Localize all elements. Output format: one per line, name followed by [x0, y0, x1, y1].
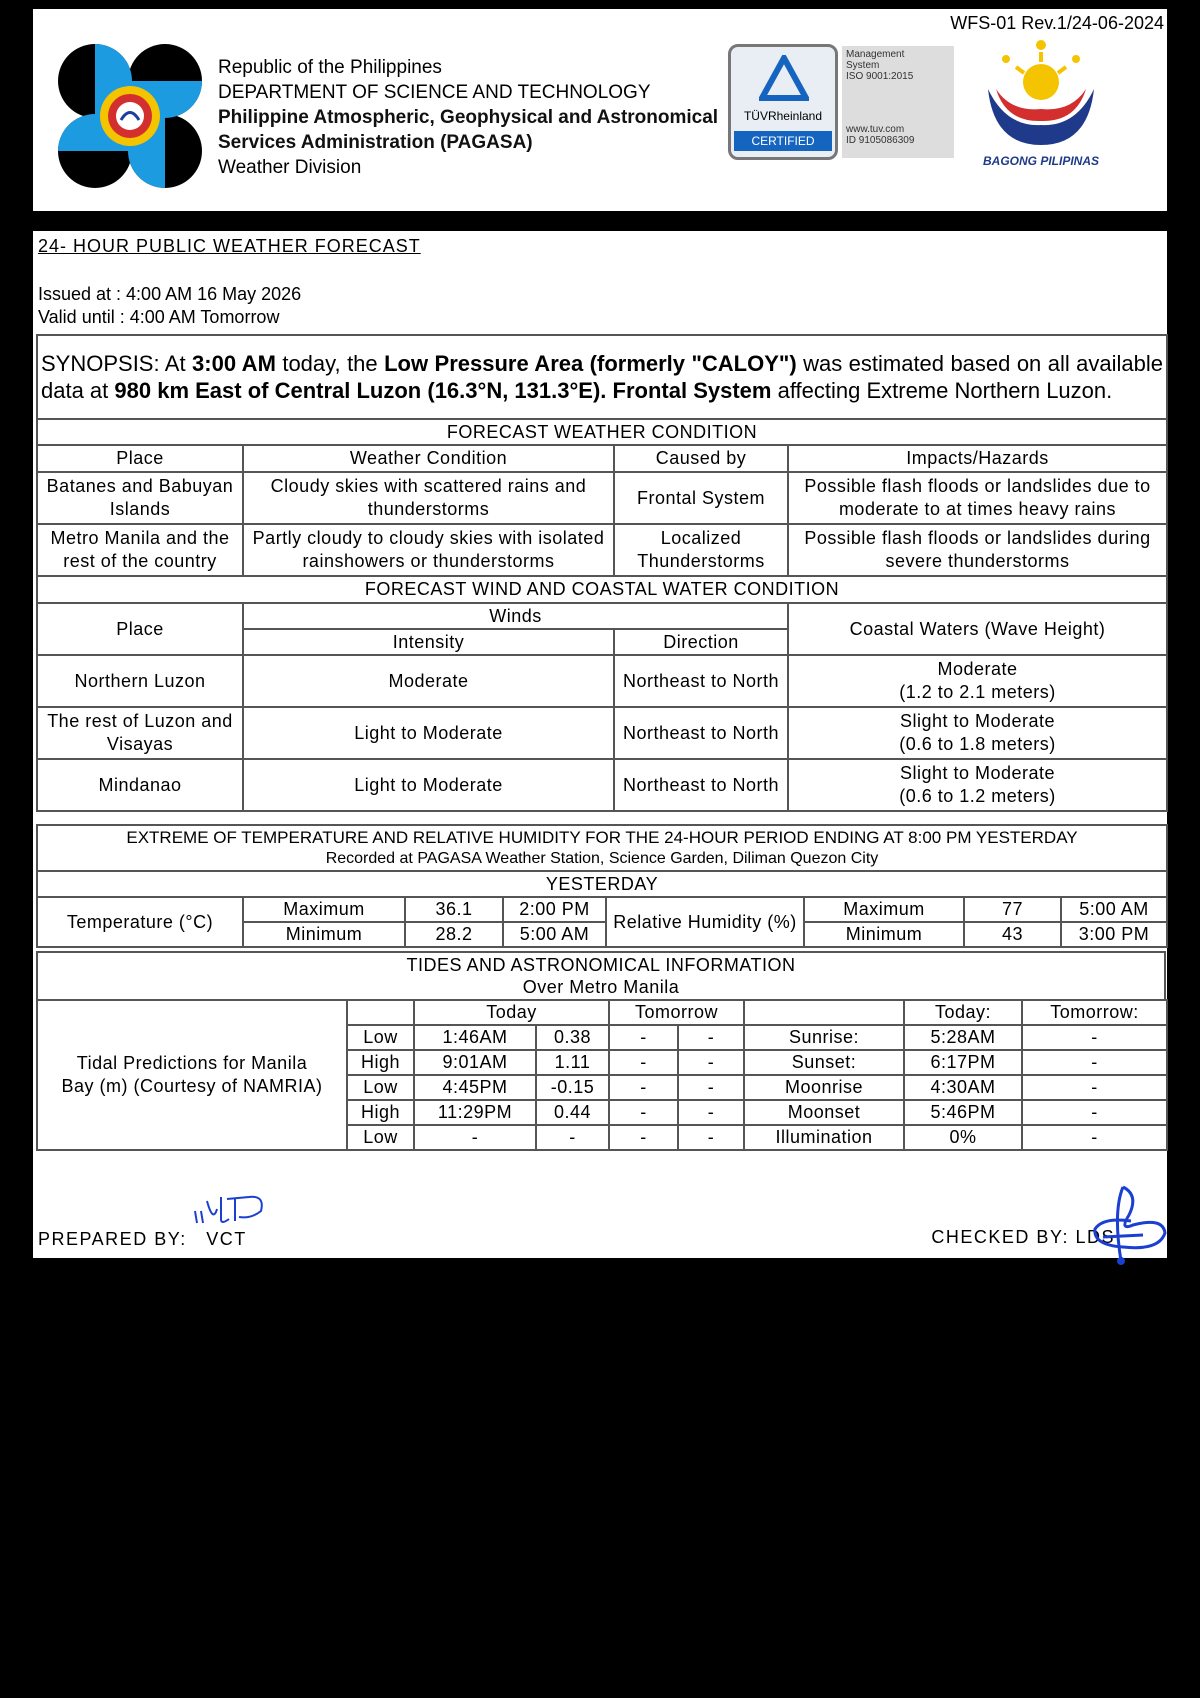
wind-intensity: Light to Moderate: [243, 707, 614, 759]
astro-today: 5:28AM: [904, 1025, 1022, 1050]
tides-subheading: Over Metro Manila: [522, 977, 680, 997]
forecast-condition: Cloudy skies with scattered rains and thunderstorms: [243, 472, 614, 524]
forecast-row: [37, 472, 1167, 524]
humidity-label: Relative Humidity (%): [606, 897, 804, 947]
iso-id: ID 9105086309: [846, 135, 915, 146]
tuv-certification-badge: [728, 44, 958, 160]
col-place: Place: [37, 445, 243, 472]
bagong-pilipinas-logo: [976, 37, 1106, 177]
tide-type: Low: [347, 1125, 414, 1150]
prepared-by: [38, 1229, 247, 1250]
checked-by-signature: [1083, 1181, 1169, 1265]
temperature-label: Temperature (°C): [37, 897, 243, 947]
forecast-row: [37, 524, 1167, 576]
wind-intensity: Moderate: [243, 655, 614, 707]
astro-tomorrow: -: [1022, 1125, 1167, 1150]
yesterday-heading: YESTERDAY: [37, 871, 1167, 897]
issue-validity: [38, 283, 301, 329]
wave-height: (1.2 to 2.1 meters): [899, 682, 1056, 702]
extremes-heading-cell: [37, 825, 1167, 871]
synopsis-system: Low Pressure Area: [384, 351, 584, 376]
forecast-document: [33, 231, 1167, 1258]
wind-coastal: [788, 759, 1167, 811]
wind-col-intensity: Intensity: [243, 629, 614, 655]
col-impacts: Impacts/Hazards: [788, 445, 1167, 472]
synopsis-frontal-system: Frontal System: [612, 378, 772, 403]
wind-col-direction: Direction: [614, 629, 788, 655]
agency-line-2: Services Administration (PAGASA): [218, 132, 533, 153]
astro-tomorrow: -: [1022, 1050, 1167, 1075]
tide-type-header: [347, 1000, 414, 1025]
wave-height: (0.6 to 1.8 meters): [899, 734, 1056, 754]
synopsis: [37, 335, 1167, 419]
synopsis-coordinates: (16.3°N, 131.3°E).: [427, 378, 607, 403]
wind-heading: FORECAST WIND AND COASTAL WATER CONDITION: [37, 576, 1167, 603]
forecast-place: Metro Manila and the rest of the country: [37, 524, 243, 576]
bagong-pilipinas-text: BAGONG PILIPINAS: [982, 154, 1099, 168]
coastal-state: Moderate: [937, 659, 1018, 679]
astro-label: Illumination: [744, 1125, 904, 1150]
astro-tomorrow: -: [1022, 1025, 1167, 1050]
forecast-cause: Localized Thunderstorms: [614, 524, 788, 576]
iso-management: Management: [846, 49, 905, 60]
tuv-brand: TÜVRheinland: [743, 109, 823, 123]
astro-today: 4:30AM: [904, 1075, 1022, 1100]
iso-system: System: [846, 60, 880, 71]
tide-type: Low: [347, 1025, 414, 1050]
astro-label: Sunset:: [744, 1050, 904, 1075]
forecast-impacts: Possible flash floods or landslides due to moderate to at times heavy rains: [788, 472, 1167, 524]
prepared-by-signature: [191, 1189, 273, 1229]
wind-intensity: Light to Moderate: [243, 759, 614, 811]
tide-tomorrow-height: -: [678, 1125, 744, 1150]
rh-max-label: Maximum: [804, 897, 964, 922]
tide-tomorrow-time: -: [609, 1050, 678, 1075]
tide-tomorrow-time: -: [609, 1100, 678, 1125]
iso-url: www.tuv.com: [846, 124, 905, 135]
tide-time: 9:01AM: [414, 1050, 536, 1075]
document-header: [33, 9, 1167, 211]
wind-direction: Northeast to North: [614, 707, 788, 759]
synopsis-former-name: (formerly "CALOY"): [589, 351, 797, 376]
astro-today: 0%: [904, 1125, 1022, 1150]
coastal-state: Slight to Moderate: [899, 711, 1056, 731]
wave-height: (0.6 to 1.2 meters): [899, 786, 1056, 806]
iso-standard: ISO 9001:2015: [846, 71, 914, 82]
tide-tomorrow-time: -: [609, 1125, 678, 1150]
forecast-cause: Frontal System: [614, 472, 788, 524]
form-number: WFS-01 Rev.1/24-06-2024: [950, 13, 1164, 33]
issued-at: Issued at : 4:00 AM 16 May 2026: [38, 284, 302, 304]
astro-today: 5:46PM: [904, 1100, 1022, 1125]
tide-height: 1.11: [536, 1050, 609, 1075]
synopsis-location: 980 km East of Central Luzon: [114, 378, 422, 403]
checked-by-label: CHECKED BY:: [931, 1227, 1069, 1247]
certified-label: CERTIFIED: [734, 131, 832, 151]
temp-max-time: 2:00 PM: [503, 897, 606, 922]
synopsis-text-1: SYNOPSIS: At: [41, 351, 193, 376]
forecast-heading: FORECAST WEATHER CONDITION: [37, 419, 1167, 445]
extremes-heading: EXTREME OF TEMPERATURE AND RELATIVE HUMIDITY FOR THE 24-HOUR PERIOD ENDING AT 8:00 PM YESTERDAY: [126, 828, 1078, 847]
wind-place: Northern Luzon: [37, 655, 243, 707]
tides-heading: TIDES AND ASTRONOMICAL INFORMATION: [406, 955, 796, 975]
prepared-by-label: PREPARED BY:: [38, 1229, 187, 1249]
wind-direction: Northeast to North: [614, 655, 788, 707]
prepared-by-initials: VCT: [206, 1229, 247, 1249]
tuv-triangle-icon: [759, 55, 809, 101]
temp-min-label: Minimum: [243, 922, 405, 947]
temp-max-value: 36.1: [405, 897, 503, 922]
synopsis-time: 3:00 AM: [192, 351, 276, 376]
tide-tomorrow-time: -: [609, 1025, 678, 1050]
tuv-badge-frame: [728, 44, 838, 160]
synopsis-forecast-wind-table: [36, 334, 1168, 812]
tide-tomorrow-height: -: [678, 1025, 744, 1050]
tide-height: -: [536, 1125, 609, 1150]
temp-min-value: 28.2: [405, 922, 503, 947]
department-line: DEPARTMENT OF SCIENCE AND TECHNOLOGY: [218, 82, 651, 103]
wind-row: [37, 655, 1167, 707]
wind-col-winds: Winds: [243, 603, 788, 629]
rh-max-time: 5:00 AM: [1061, 897, 1167, 922]
checked-by-initials: LDS: [1075, 1227, 1115, 1247]
rh-min-value: 43: [964, 922, 1061, 947]
tides-tomorrow-header: Tomorrow: [609, 1000, 744, 1025]
astro-tomorrow: -: [1022, 1100, 1167, 1125]
document-title: 24- HOUR PUBLIC WEATHER FORECAST: [38, 236, 421, 256]
tidal-predictions-label: Tidal Predictions for Manila Bay (m) (Courtesy of NAMRIA): [37, 1000, 347, 1150]
synopsis-text-4: was estimated based on all available data at: [41, 351, 1164, 403]
wind-place: The rest of Luzon and Visayas: [37, 707, 243, 759]
division-line: Weather Division: [218, 157, 362, 178]
tides-heading-cell: [37, 952, 1165, 1000]
valid-until: Valid until : 4:00 AM Tomorrow: [38, 307, 280, 327]
astro-label-header: [744, 1000, 904, 1025]
astro-label: Sunrise:: [744, 1025, 904, 1050]
tide-height: -0.15: [536, 1075, 609, 1100]
wind-row: [37, 759, 1167, 811]
tide-type: High: [347, 1050, 414, 1075]
agency-line-1: Philippine Atmospheric, Geophysical and Astronomical: [218, 107, 719, 128]
temp-max-label: Maximum: [243, 897, 405, 922]
rh-min-label: Minimum: [804, 922, 964, 947]
astro-today-header: Today:: [904, 1000, 1022, 1025]
astro-tomorrow-header: Tomorrow:: [1022, 1000, 1167, 1025]
pagasa-seal-logo: [55, 41, 205, 191]
wind-coastal: [788, 707, 1167, 759]
forecast-impacts: Possible flash floods or landslides during severe thunderstorms: [788, 524, 1167, 576]
forecast-place: Batanes and Babuyan Islands: [37, 472, 243, 524]
tide-tomorrow-height: -: [678, 1100, 744, 1125]
tide-time: 4:45PM: [414, 1075, 536, 1100]
wind-col-place: Place: [37, 603, 243, 655]
tide-tomorrow-height: -: [678, 1050, 744, 1075]
agency-block: [218, 55, 718, 180]
tide-height: 0.44: [536, 1100, 609, 1125]
rh-min-time: 3:00 PM: [1061, 922, 1167, 947]
tide-tomorrow-time: -: [609, 1075, 678, 1100]
astro-label: Moonset: [744, 1100, 904, 1125]
wind-direction: Northeast to North: [614, 759, 788, 811]
extremes-table: [36, 824, 1168, 948]
bagong-pilipinas-emblem: [976, 37, 1106, 149]
wind-col-coastal: Coastal Waters (Wave Height): [788, 603, 1167, 655]
iso-info: [842, 46, 954, 158]
synopsis-text-7: affecting Extreme Northern Luzon.: [771, 378, 1113, 403]
republic-line: Republic of the Philippines: [218, 57, 442, 78]
tide-height: 0.38: [536, 1025, 609, 1050]
forecast-condition: Partly cloudy to cloudy skies with isolated rainshowers or thunderstorms: [243, 524, 614, 576]
tide-type: High: [347, 1100, 414, 1125]
tides-table: [36, 999, 1168, 1151]
col-caused-by: Caused by: [614, 445, 788, 472]
tide-type: Low: [347, 1075, 414, 1100]
tide-time: -: [414, 1125, 536, 1150]
tide-tomorrow-height: -: [678, 1075, 744, 1100]
astro-tomorrow: -: [1022, 1075, 1167, 1100]
extremes-subheading: Recorded at PAGASA Weather Station, Science Garden, Diliman Quezon City: [325, 850, 879, 867]
astro-label: Moonrise: [744, 1075, 904, 1100]
col-weather-condition: Weather Condition: [243, 445, 614, 472]
coastal-state: Slight to Moderate: [899, 763, 1056, 783]
wind-row: [37, 707, 1167, 759]
rh-max-value: 77: [964, 897, 1061, 922]
tide-time: 11:29PM: [414, 1100, 536, 1125]
wind-place: Mindanao: [37, 759, 243, 811]
wind-coastal: [788, 655, 1167, 707]
tide-time: 1:46AM: [414, 1025, 536, 1050]
tides-heading-table: [36, 951, 1166, 1001]
temp-min-time: 5:00 AM: [503, 922, 606, 947]
astro-today: 6:17PM: [904, 1050, 1022, 1075]
tides-today-header: Today: [414, 1000, 609, 1025]
synopsis-text-2: today, the: [275, 351, 385, 376]
